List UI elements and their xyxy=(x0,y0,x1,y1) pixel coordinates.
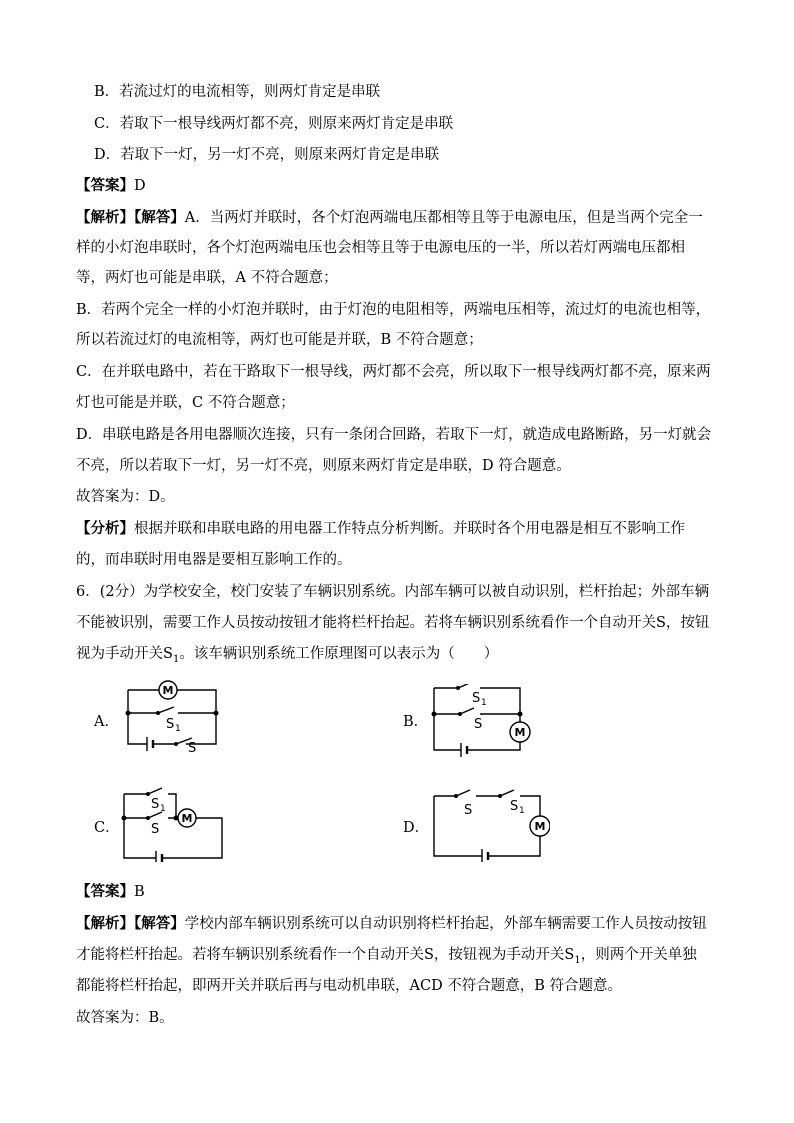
solution-tag: 【解答】 xyxy=(134,209,185,226)
q5-fenxi-2: 的，而串联时用电器是要相互影响工作的。 xyxy=(76,552,352,568)
q5-answer xyxy=(76,176,146,196)
circuit-diagram-d xyxy=(430,786,550,862)
solution-text: 学校内部车辆识别系统可以自动识别将栏杆抬起，外部车辆需要工作人员按动按钮 xyxy=(184,916,707,932)
solution-text-b: ，则两个开关单独 xyxy=(580,947,697,963)
solution-text-a: 才能将栏杆抬起。若将车辆识别系统看作一个自动开关S，按钮视为手动开关S xyxy=(76,947,575,963)
svg-text:M: M xyxy=(181,812,193,825)
answer-value: B xyxy=(134,884,145,900)
circuit-diagram-b xyxy=(428,684,540,760)
option-c-prev: C．若取下一根导线两灯都不亮，则原来两灯肯定是串联 xyxy=(94,116,454,132)
option-d-prev: D．若取下一灯，另一灯不亮，则原来两灯肯定是串联 xyxy=(94,147,440,163)
q5-d2: 不亮，所以若取下一灯，另一灯不亮，则原来两灯肯定是串联，D 符合题意。 xyxy=(76,458,571,474)
option-a-label: A． xyxy=(94,714,119,730)
q6-stem-3 xyxy=(76,644,498,670)
q5-analysis-a1 xyxy=(76,208,703,228)
answer-tag: 【答案】 xyxy=(76,883,134,900)
q6-conclusion: 故答案为：B。 xyxy=(76,1010,174,1026)
stem-text-b: 。该车辆识别系统工作原理图可以表示为（ ） xyxy=(179,646,499,662)
svg-text:S: S xyxy=(188,741,197,752)
svg-text:S: S xyxy=(151,797,160,812)
analysis-tag: 【解析】 xyxy=(76,915,134,932)
q5-conclusion: 故答案为：D。 xyxy=(76,489,175,505)
switch-label: S xyxy=(166,717,175,732)
q5-b1: B．若两个完全一样的小灯泡并联时，由于灯泡的电阻相等，两端电压相等，流过灯的电流也相等， xyxy=(76,302,711,318)
svg-text:1: 1 xyxy=(175,724,181,734)
q6-answer xyxy=(76,882,145,902)
q5-c1: C．在并联电路中，若在干路取下一根导线，两灯都不会亮，所以取下一根导线两灯都不亮，原来两 xyxy=(76,364,711,380)
analysis-tag: 【解析】 xyxy=(76,209,134,226)
q6-stem-2: 不能被识别，需要工作人员按动按钮才能将栏杆抬起。若将车辆识别系统看作一个自动开关S，按钮 xyxy=(76,615,710,631)
q6-solution-2 xyxy=(76,945,697,971)
motor-symbol: M xyxy=(162,684,174,697)
fenxi-text: 根据并联和串联电路的用电器工作特点分析判断。并联时各个用电器是相互不影响工作 xyxy=(134,521,685,537)
option-b-label: B． xyxy=(403,714,429,730)
svg-text:1: 1 xyxy=(160,804,166,814)
svg-text:1: 1 xyxy=(481,698,487,708)
solution-sub: 1 xyxy=(574,954,581,966)
q6-solution-1 xyxy=(76,914,707,934)
svg-text:M: M xyxy=(514,726,526,739)
svg-text:S: S xyxy=(151,822,160,837)
option-c-label: C． xyxy=(94,820,120,836)
option-d-label: D． xyxy=(403,820,430,836)
q5-d1: D．串联电路是各用电器顺次连接，只有一条闭合回路，若取下一灯，就造成电路断路，另一灯就会 xyxy=(76,427,712,443)
q5-b2: 所以若流过灯的电流相等，两灯也可能是并联，B 不符合题意； xyxy=(76,332,483,348)
stem-sub: 1 xyxy=(172,653,180,665)
q6-stem-1: 6．(2分）为学校安全，校门安装了车辆识别系统。内部车辆可以被自动识别，栏杆抬起；外部车辆 xyxy=(76,584,710,600)
answer-value: D xyxy=(134,178,146,194)
svg-text:S: S xyxy=(510,799,519,814)
circuit-diagram-a xyxy=(118,680,228,752)
solution-tag: 【解答】 xyxy=(134,915,185,932)
q5-a3: 等，两灯也可能是串联，A 不符合题意； xyxy=(76,270,338,286)
q5-a2: 样的小灯泡串联时，各个灯泡两端电压也会相等且等于电源电压的一半，所以若灯两端电压都相 xyxy=(76,240,685,256)
svg-text:1: 1 xyxy=(519,806,525,816)
q5-fenxi xyxy=(76,519,685,539)
svg-text:S: S xyxy=(464,803,473,818)
q5-c2: 灯也可能是并联，C 不符合题意； xyxy=(76,395,295,411)
circuit-diagram-c xyxy=(118,786,230,862)
option-b-prev: B．若流过灯的电流相等，则两灯肯定是串联 xyxy=(94,84,381,100)
q6-solution-3: 都能将栏杆抬起，即两开关并联后再与电动机串联，ACD 不符合题意，B 符合题意。 xyxy=(76,978,623,994)
fenxi-tag: 【分析】 xyxy=(76,520,134,537)
svg-text:S: S xyxy=(472,691,481,706)
svg-text:M: M xyxy=(534,820,546,833)
analysis-text: A．当两灯并联时，各个灯泡两端电压都相等且等于电源电压，但是当两个完全一 xyxy=(184,210,703,226)
svg-text:S: S xyxy=(474,717,483,732)
answer-tag: 【答案】 xyxy=(76,177,134,194)
stem-text-a: 视为手动开关S xyxy=(76,646,173,662)
